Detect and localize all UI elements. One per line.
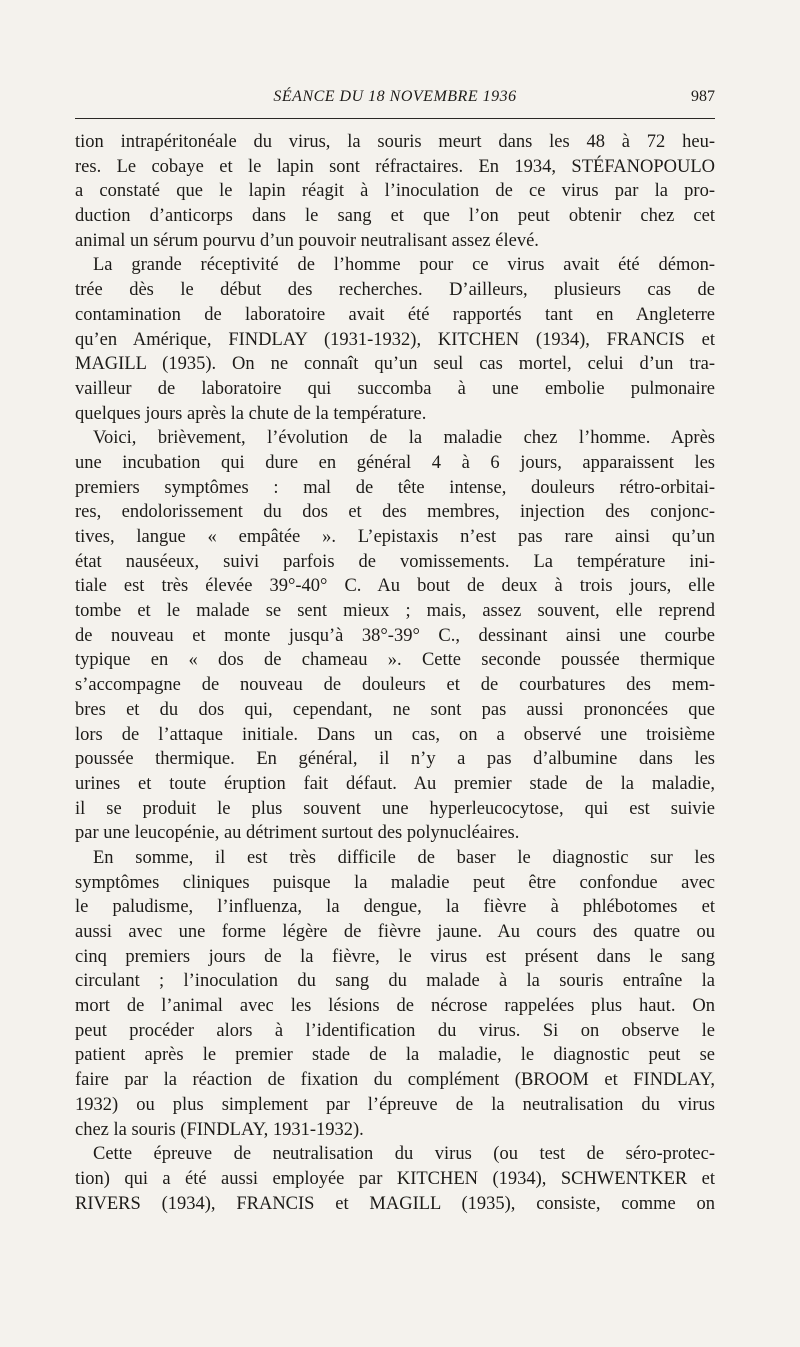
text-line: qu’en Amérique, FINDLAY (1931-1932), KITCHEN (1934), FRANCIS et [75, 329, 715, 350]
text-line: contamination de laboratoire avait été rapportés tant en Angleterre [75, 304, 715, 325]
text-line: La grande réceptivité de l’homme pour ce virus avait été démon- [93, 255, 715, 276]
paragraph-4 [75, 846, 715, 1142]
text-line: trée dès le début des recherches. D’ailleurs, plusieurs cas de [75, 280, 715, 301]
text-line: par une leucopénie, au détriment surtout des polynucléaires. [75, 823, 520, 844]
text-line: tombe et le malade se sent mieux ; mais, assez souvent, elle reprend [75, 601, 715, 622]
text-line: res, endolorissement du dos et des membres, injection des conjonc- [75, 502, 715, 523]
text-line: symptômes cliniques puisque la maladie peut être confondue avec [75, 872, 715, 893]
text-line: vailleur de laboratoire qui succomba à une embolie pulmonaire [75, 378, 715, 399]
text-line: tives, langue « empâtée ». L’epistaxis n’est pas rare ainsi qu’un [75, 527, 715, 547]
text-line: le paludisme, l’influenza, la dengue, la fièvre à phlébotomes et [75, 897, 715, 918]
text-line: quelques jours après la chute de la température. [75, 403, 427, 424]
text-line: tion) qui a été aussi employée par KITCHEN (1934), SCHWENTKER et [75, 1168, 715, 1189]
text-line: MAGILL (1935). On ne connaît qu’un seul cas mortel, celui d’un tra- [75, 354, 715, 375]
paragraph-3 [75, 426, 715, 846]
text-line: duction d’anticorps dans le sang et que l’on peut obtenir chez cet [75, 206, 715, 227]
text-line: circulant ; l’inoculation du sang du malade à la souris entraîne la [75, 971, 715, 992]
text-line: patient après le premier stade de la maladie, le diagnostic peut se [75, 1045, 715, 1066]
text-line: de nouveau et monte jusqu’à 38°-39° C., dessinant ainsi une courbe [75, 625, 715, 646]
text-line: peut procéder alors à l’identification du virus. Si on observe le [75, 1020, 715, 1041]
text-line: Voici, brièvement, l’évolution de la maladie chez l’homme. Après [93, 428, 715, 449]
text-line: lors de l’attaque initiale. Dans un cas, on a observé une troisième [75, 724, 715, 745]
body-text [75, 130, 715, 1216]
text-line: En somme, il est très difficile de baser le diagnostic sur les [93, 847, 715, 868]
text-line: tiale est très élevée 39°-40° C. Au bout de deux à trois jours, elle [75, 576, 715, 597]
text-line: poussée thermique. En général, il n’y a pas d’albumine dans les [75, 749, 715, 770]
text-line: premiers symptômes : mal de tête intense, douleurs rétro-orbitai- [75, 477, 715, 498]
text-line: res. Le cobaye et le lapin sont réfractaires. En 1934, STÉFANOPOULO [75, 156, 715, 177]
text-line: aussi avec une forme légère de fièvre jaune. Au cours des quatre ou [75, 922, 715, 942]
text-line: Cette épreuve de neutralisation du virus (ou test de séro-protec- [93, 1144, 715, 1165]
text-line: RIVERS (1934), FRANCIS et MAGILL (1935), consiste, comme on [75, 1193, 715, 1214]
text-line: cinq premiers jours de la fièvre, le virus est présent dans le sang [75, 946, 715, 967]
text-line: 1932) ou plus simplement par l’épreuve de la neutralisation du virus [75, 1094, 715, 1115]
text-line: a constaté que le lapin réagit à l’inoculation de ce virus par la pro- [75, 181, 715, 202]
text-line: une incubation qui dure en général 4 à 6 jours, apparaissent les [75, 452, 715, 473]
paragraph-2 [75, 253, 715, 426]
running-title: SÉANCE DU 18 NOVEMBRE 1936 [273, 88, 517, 105]
text-line: état nauséeux, suivi parfois de vomissements. La température ini- [75, 551, 715, 572]
text-line: urines et toute éruption fait défaut. Au premier stade de la maladie, [75, 773, 715, 794]
running-head [75, 78, 715, 119]
paragraph-5 [75, 1142, 715, 1216]
text-line: il se produit le plus souvent une hyperleucocytose, qui est suivie [75, 798, 715, 819]
text-line: s’accompagne de nouveau de douleurs et de courbatures des mem- [75, 675, 715, 696]
text-line: animal un sérum pourvu d’un pouvoir neutralisant assez élevé. [75, 230, 539, 251]
text-line: faire par la réaction de fixation du complément (BROOM et FINDLAY, [75, 1070, 715, 1091]
text-line: typique en « dos de chameau ». Cette seconde poussée thermique [75, 650, 715, 671]
text-line: mort de l’animal avec les lésions de nécrose rappelées plus haut. On [75, 996, 715, 1017]
paragraph-1 [75, 130, 715, 253]
text-line: tion intrapéritonéale du virus, la souris meurt dans les 48 à 72 heu- [75, 132, 715, 152]
text-line: bres et du dos qui, cependant, ne sont pas aussi prononcées que [75, 699, 715, 720]
text-line: chez la souris (FINDLAY, 1931-1932). [75, 1119, 364, 1140]
page-number: 987 [691, 88, 715, 105]
